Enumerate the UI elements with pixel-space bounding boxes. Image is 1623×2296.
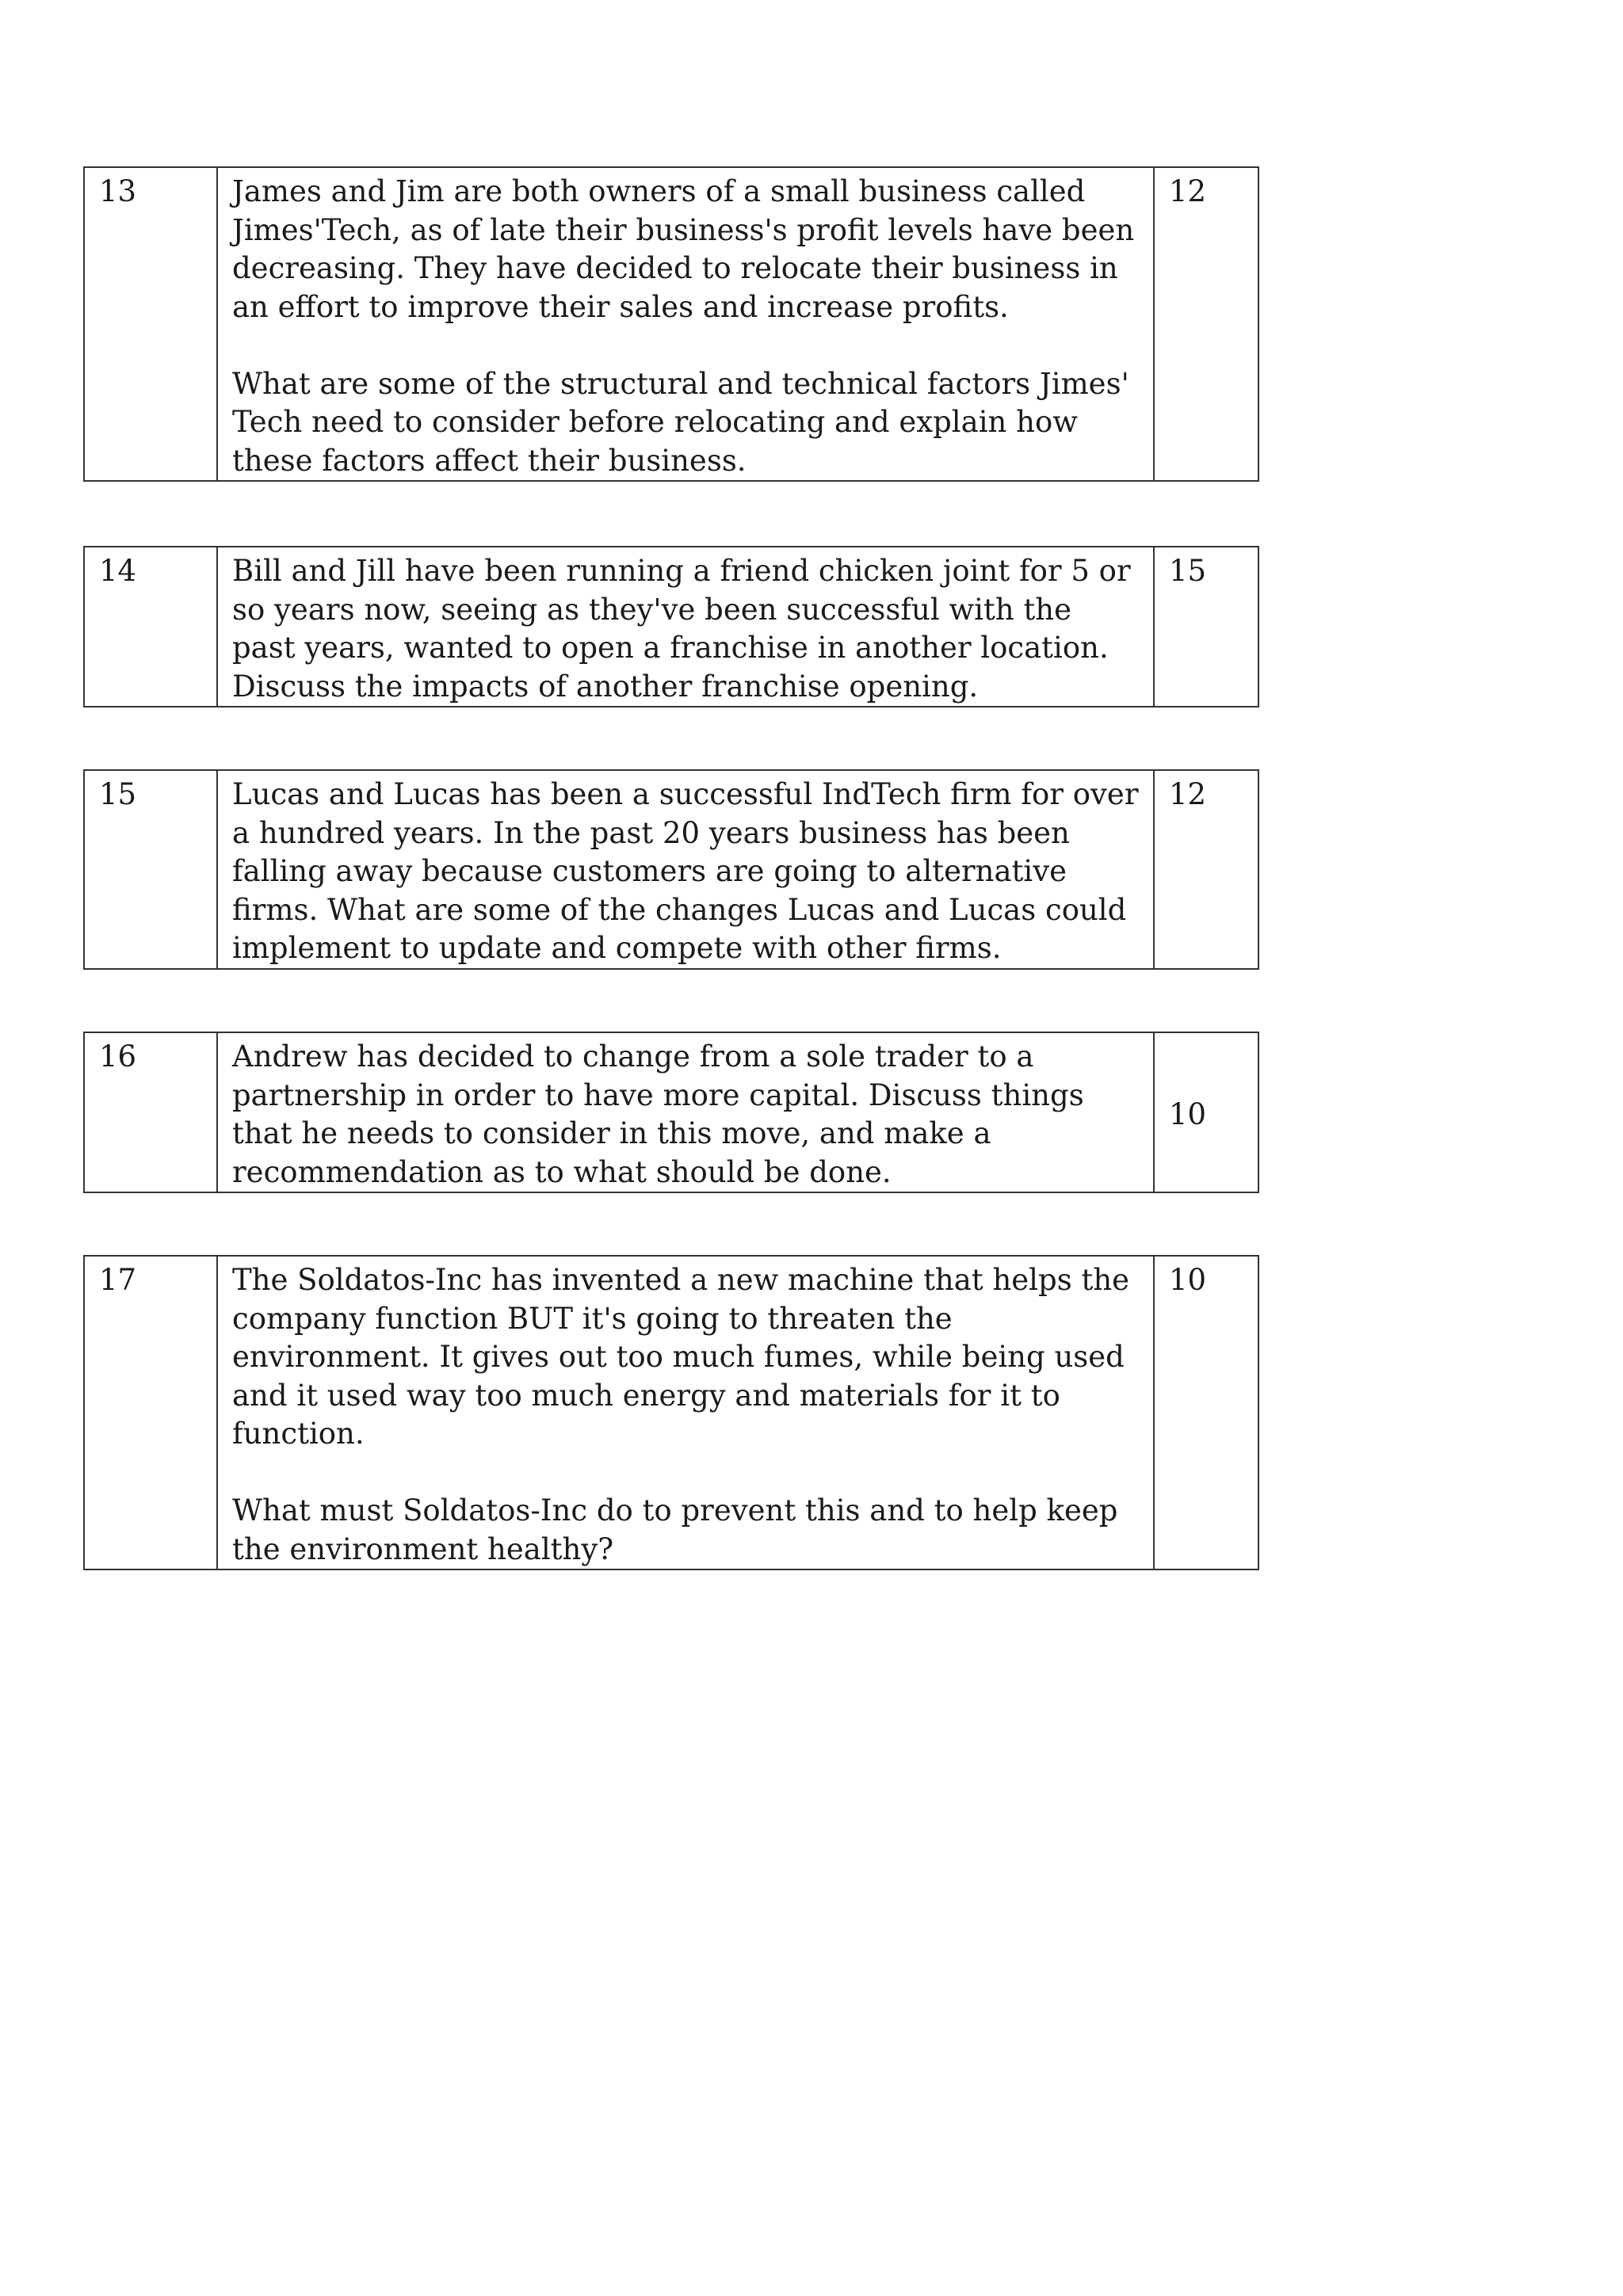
table-row <box>84 1032 1258 1192</box>
table-row <box>84 770 1258 969</box>
question-number: 15 <box>84 770 217 969</box>
question-paragraph: Andrew has decided to change from a sole trader to a partnership in order to have more capital. Discuss things that he needs to consider in this move, and make a recommendation as to what should be done. <box>232 1039 1084 1189</box>
table-row <box>84 167 1258 481</box>
question-table-13 <box>83 166 1259 482</box>
question-table-14 <box>83 546 1259 707</box>
question-text <box>217 167 1154 481</box>
question-text <box>217 1256 1154 1569</box>
paragraph-gap <box>232 326 1139 365</box>
question-marks: 10 <box>1154 1032 1258 1192</box>
table-row <box>84 547 1258 707</box>
question-table-17 <box>83 1255 1259 1570</box>
question-paragraph: Bill and Jill have been running a friend chicken joint for 5 or so years now, seeing as they've been successful with the past years, wanted to open a franchise in another location. Discuss the impacts of another franchise opening. <box>232 554 1131 704</box>
question-text <box>217 547 1154 707</box>
question-table-16 <box>83 1032 1259 1193</box>
question-paragraph: James and Jim are both owners of a small business called Jimes'Tech, as of late their business's profit levels have been decreasing. They have decided to relocate their business in an effort to improve their sales and increase profits. <box>232 174 1135 324</box>
question-number: 13 <box>84 167 217 481</box>
question-number: 16 <box>84 1032 217 1192</box>
question-table-15 <box>83 769 1259 970</box>
question-paragraph: What must Soldatos-Inc do to prevent this and to help keep the environment healthy? <box>232 1493 1118 1566</box>
question-marks: 10 <box>1154 1256 1258 1569</box>
question-text <box>217 1032 1154 1192</box>
question-marks: 12 <box>1154 770 1258 969</box>
table-row <box>84 1256 1258 1569</box>
question-number: 17 <box>84 1256 217 1569</box>
question-marks: 15 <box>1154 547 1258 707</box>
question-number: 14 <box>84 547 217 707</box>
question-text <box>217 770 1154 969</box>
question-marks: 12 <box>1154 167 1258 481</box>
question-paragraph: Lucas and Lucas has been a successful IndTech firm for over a hundred years. In the past 20 years business has been falling away because customers are going to alternative firms. What are some of the changes Lucas and Lucas could implement to update and compete with other firms. <box>232 777 1139 965</box>
paragraph-gap <box>232 1454 1139 1493</box>
question-paragraph: The Soldatos-Inc has invented a new machine that helps the company function BUT it's going to threaten the environment. It gives out too much fumes, while being used and it used way too much energy and materials for it to function. <box>232 1263 1130 1451</box>
question-paragraph: What are some of the structural and technical factors Jimes' Tech need to consider before relocating and explain how these factors affect their business. <box>232 366 1129 478</box>
